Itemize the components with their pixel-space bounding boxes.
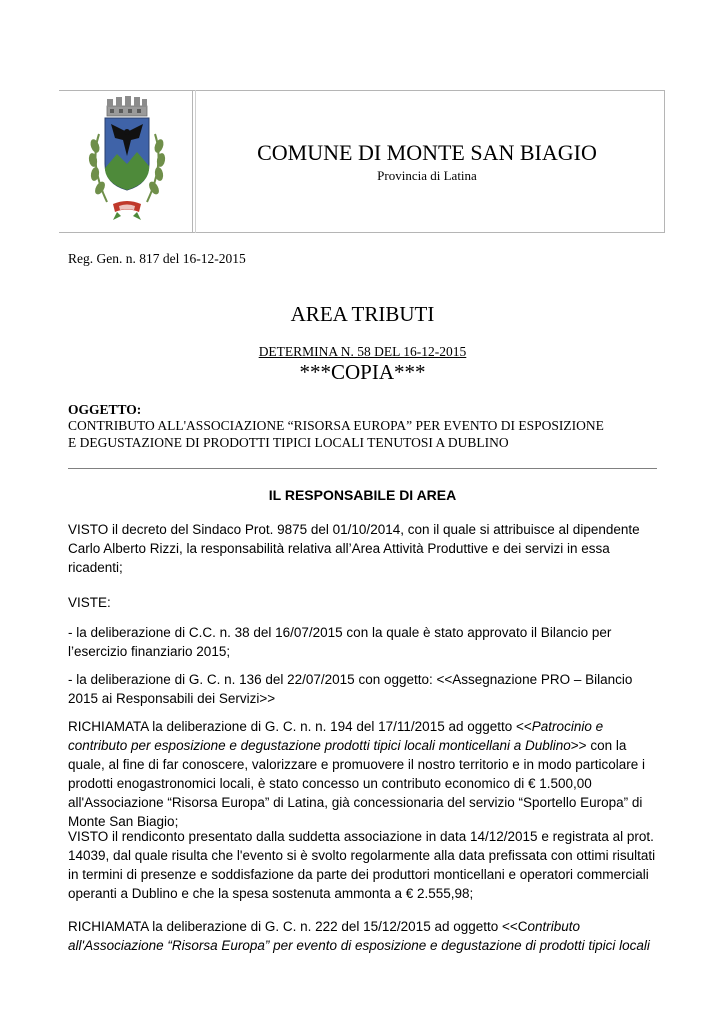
municipality-name: COMUNE DI MONTE SAN BIAGIO (257, 140, 597, 165)
italic-span: Patrocinio e (531, 719, 604, 734)
italic-span: all'Associazione “Risorsa Europa” per evento di esposizione e degustazione di prodotti tipici locali (68, 938, 650, 953)
text-line: - la deliberazione di C.C. n. 38 del 16/07/2015 con la quale è stato approvato il Bilancio per (68, 625, 612, 640)
text-line: ricadenti; (68, 560, 123, 575)
province-name: Provincia di Latina (377, 168, 477, 183)
copy-marker: ***COPIA*** (299, 360, 426, 384)
paragraph-delib-gc (68, 670, 668, 708)
text-span: >> con la (570, 738, 627, 753)
paragraph-richiamata-194 (68, 717, 668, 831)
registry-number: Reg. Gen. n. 817 del 16-12-2015 (68, 251, 246, 266)
ribbon-icon (113, 201, 141, 220)
subject-line: E DEGUSTAZIONE DI PRODOTTI TIPICI LOCALI TENUTOSI A DUBLINO (68, 435, 509, 450)
subject-label: OGGETTO: (68, 402, 142, 417)
text-line: operanti a Dublino e che la spesa sostenuta ammonta a € 2.555,98; (68, 886, 474, 901)
text-line: VISTO il rendiconto presentato dalla suddetta associazione in data 14/12/2015 e registrata al prot. (68, 829, 654, 844)
area-title: AREA TRIBUTI (290, 302, 435, 326)
text-line: Carlo Alberto Rizzi, la responsabilità relativa all’Area Attività Produttive e dei servizi in essa (68, 541, 610, 556)
letterhead (59, 90, 665, 233)
text-line: Monte San Biagio; (68, 814, 179, 829)
determination-number: DETERMINA N. 58 DEL 16-12-2015 (258, 344, 467, 359)
text-line: l’esercizio finanziario 2015; (68, 644, 231, 659)
paragraph-delib-cc (68, 623, 668, 661)
letterhead-border-bottom (59, 232, 665, 233)
text-line (68, 717, 668, 736)
letterhead-border-top (59, 90, 665, 91)
text-line: prodotti enogastronomici locali, è stato concesso un contributo economico di € 1.500,00 (68, 776, 592, 791)
subject-text (68, 417, 668, 451)
text-line: 2015 ai Responsabili dei Servizi>> (68, 691, 276, 706)
text-line: in termini di presenze e soddisfazione da parte dei produttori monticellani e operatori commerciali (68, 867, 649, 882)
letterhead-border-right (664, 90, 665, 233)
paragraph-visto-rendiconto (68, 827, 668, 903)
paragraph-visto-decreto (68, 520, 668, 577)
text-span: RICHIAMATA la deliberazione di G. C. n. n. 194 del 17/11/2015 ad oggetto << (68, 719, 532, 734)
letterhead-divider (192, 90, 193, 233)
paragraph-richiamata-222 (68, 917, 668, 955)
paragraph-viste: VISTE: (68, 595, 111, 610)
text-line (68, 736, 668, 755)
text-line (68, 917, 668, 936)
text-line: - la deliberazione di G. C. n. 136 del 22/07/2015 con oggetto: <<Assegnazione PRO – Bilancio (68, 672, 633, 687)
section-divider (68, 468, 657, 469)
text-line: quale, al fine di far conoscere, valorizzare e promuovere il nostro territorio e in modo particolare i (68, 757, 646, 772)
coat-of-arms-icon (81, 94, 173, 224)
text-line: VISTO il decreto del Sindaco Prot. 9875 del 01/10/2014, con il quale si attribuisce al dipendente (68, 522, 640, 537)
text-line: all'Associazione “Risorsa Europa” di Latina, già concessionaria del servizio “Sportello Europa” di (68, 795, 643, 810)
text-span: RICHIAMATA la deliberazione di G. C. n. 222 del 15/12/2015 ad oggetto <<C (68, 919, 528, 934)
italic-span: ontributo (527, 919, 581, 934)
text-line: 14039, dal quale risulta che l'evento si è svolto regolarmente alla data prefissata con ottimi risultati (68, 848, 656, 863)
section-heading: IL RESPONSABILE DI AREA (268, 487, 457, 503)
text-line (68, 936, 668, 955)
subject-line: CONTRIBUTO ALL'ASSOCIAZIONE “RISORSA EUROPA” PER EVENTO DI ESPOSIZIONE (68, 418, 604, 433)
letterhead-divider-inner (195, 90, 196, 233)
italic-span: contributo per esposizione e degustazione prodotti tipici locali monticellani a Dublino (68, 738, 571, 753)
crown-icon (107, 96, 147, 116)
